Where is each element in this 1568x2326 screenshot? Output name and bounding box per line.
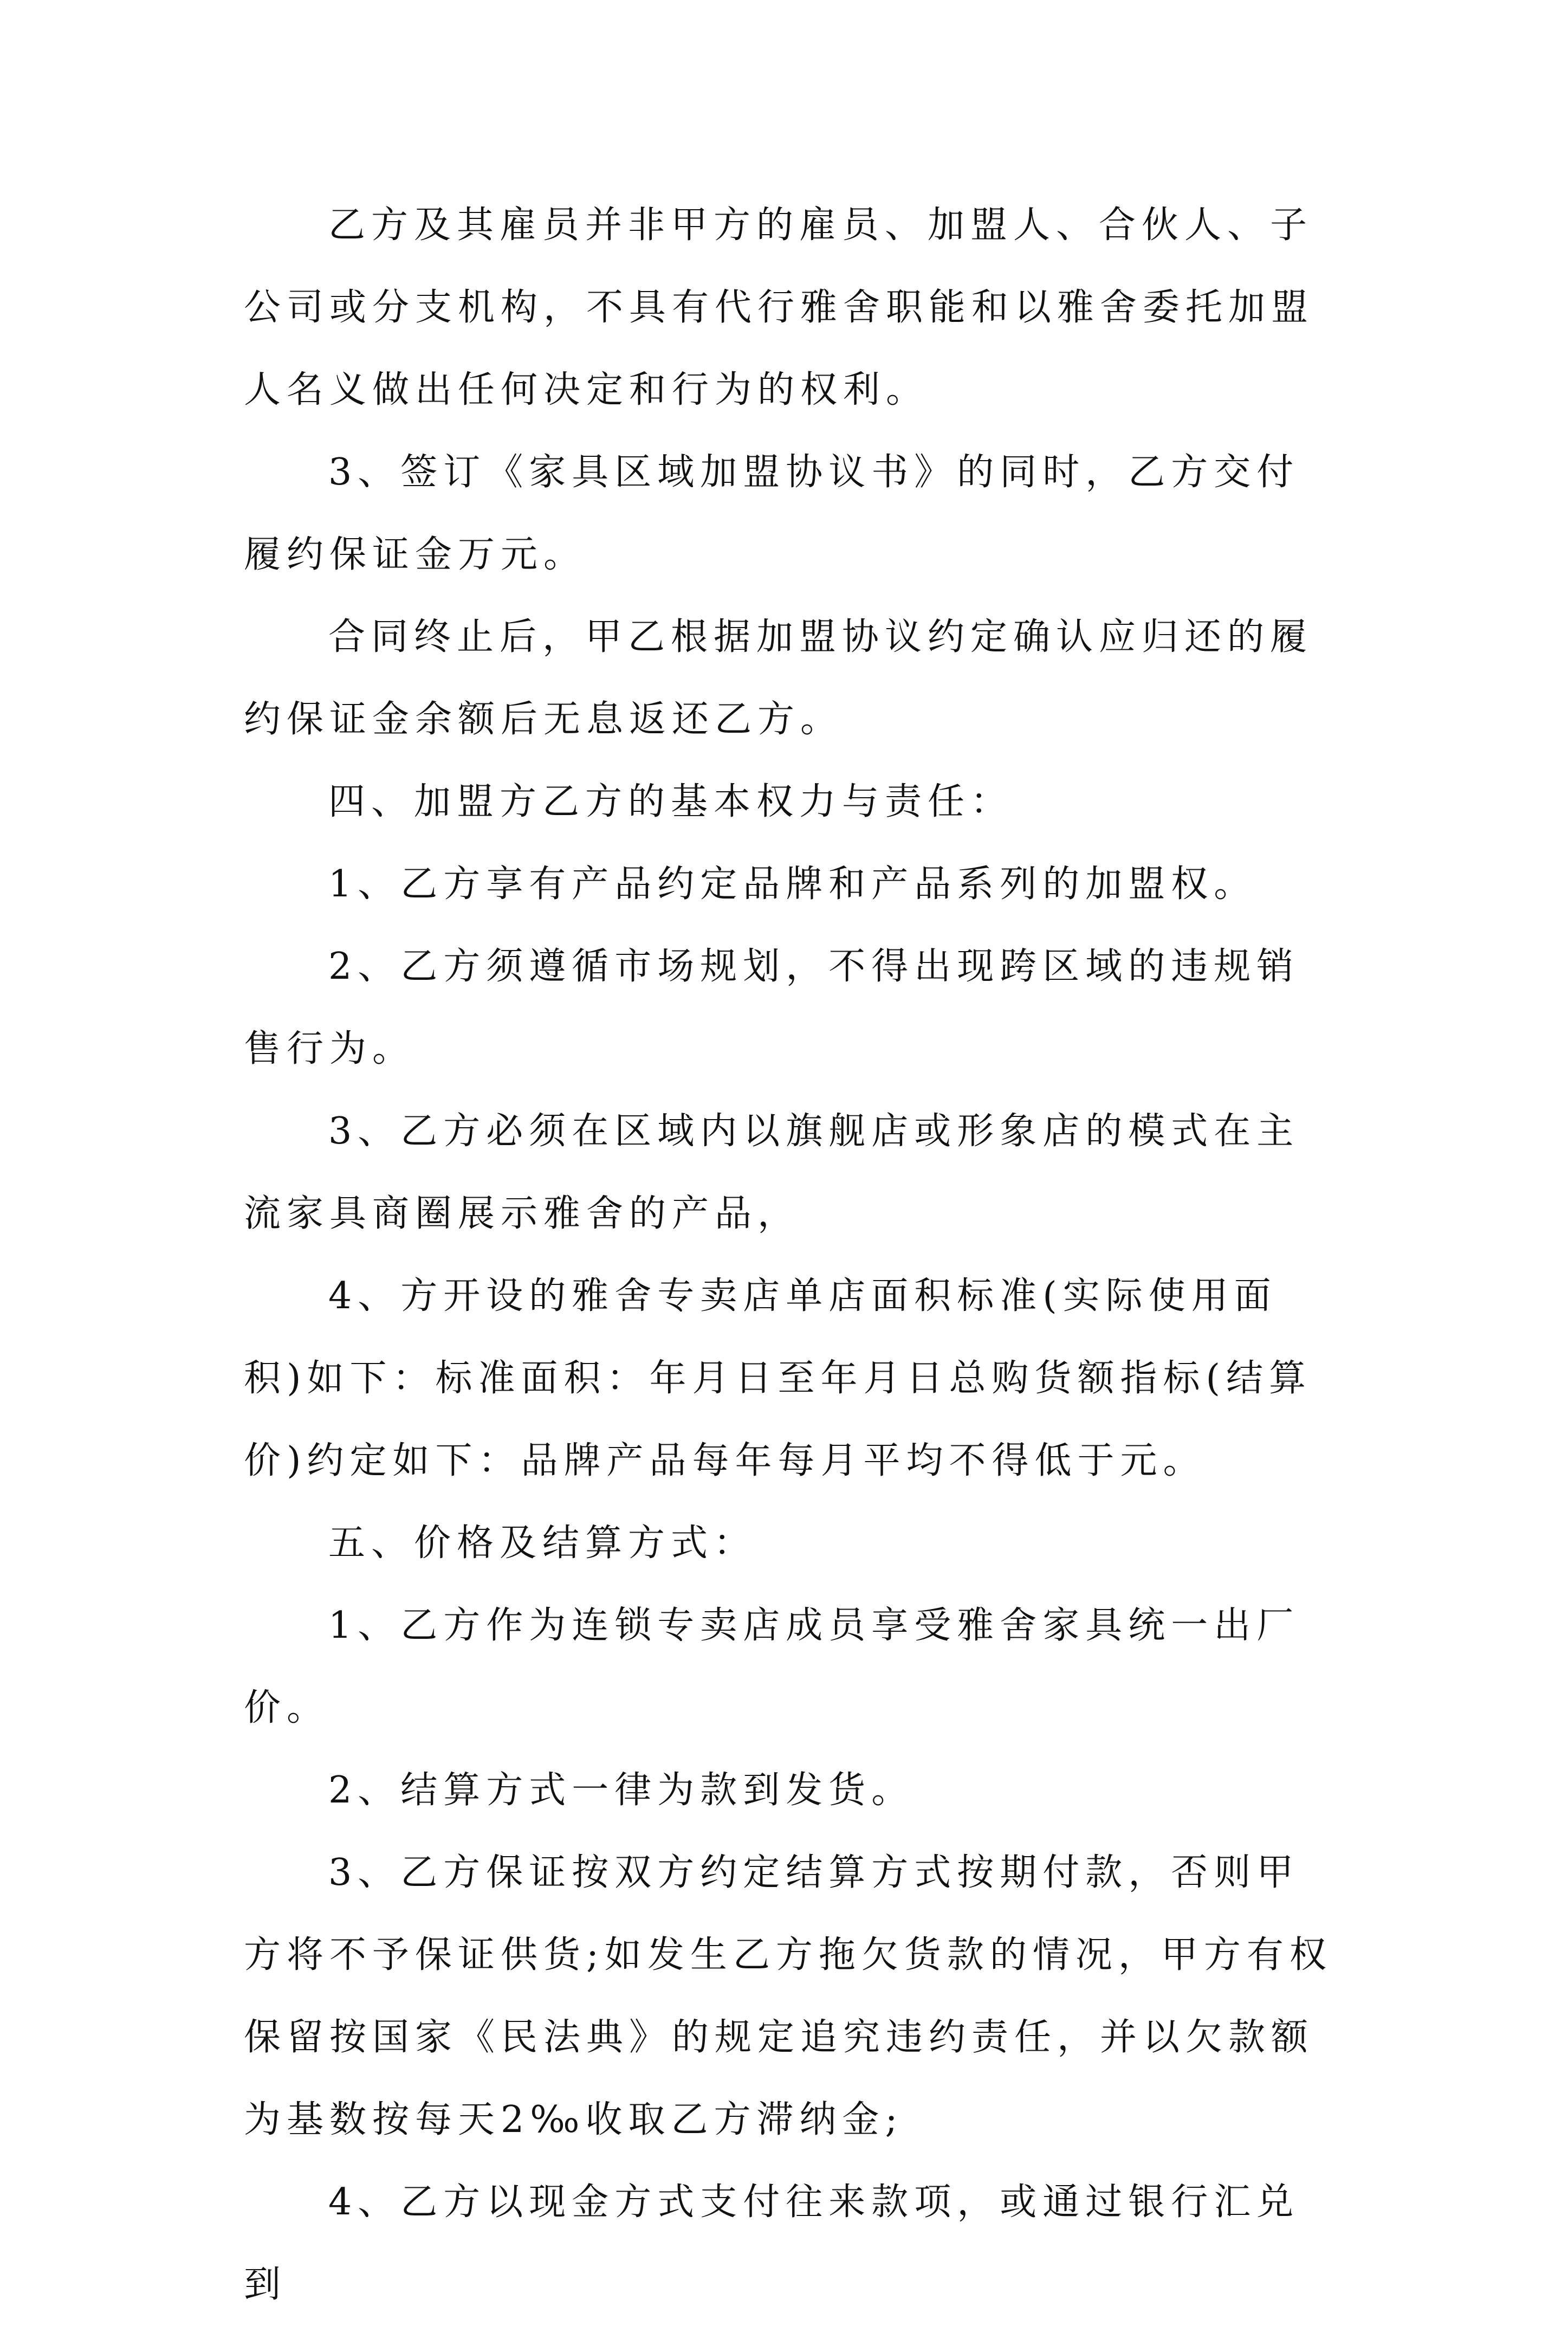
paragraph-7: 3、乙方必须在区域内以旗舰店或形象店的模式在主流家具商圈展示雅舍的产品，: [244, 1110, 1300, 1235]
paragraph-5: 1、乙方享有产品约定品牌和产品系列的加盟权。: [328, 863, 1257, 906]
paragraph-10: 1、乙方作为连锁专卖店成员享受雅舍家具统一出厂价。: [244, 1604, 1300, 1729]
section-heading-5: 五、价格及结算方式：: [328, 1522, 757, 1565]
paragraph-2: 3、签订《家具区域加盟协议书》的同时，乙方交付履约保证金万元。: [244, 451, 1300, 576]
document-body: [244, 184, 1333, 2326]
paragraph-1: 乙方及其雇员并非甲方的雇员、加盟人、合伙人、子公司或分支机构，不具有代行雅舍职能和以雅舍委托加盟人名义做出任何决定和行为的权利。: [244, 204, 1314, 411]
paragraph-12: 3、乙方保证按双方约定结算方式按期付款，否则甲方将不予保证供货;如发生乙方拖欠货款的情况，甲方有权保留按国家《民法典》的规定追究违约责任，并以欠款额为基数按每天2‰收取乙方滞纳金;: [244, 1851, 1332, 2141]
paragraph-8: 4、方开设的雅舍专卖店单店面积标准(实际使用面积)如下：标准面积：年月日至年月日总购货额指标(结算价)约定如下：品牌产品每年每月平均不得低于元。: [244, 1275, 1312, 1482]
section-heading-4: 四、加盟方乙方的基本权力与责任：: [328, 780, 1014, 823]
paragraph-13: 4、乙方以现金方式支付往来款项，或通过银行汇兑到: [244, 2181, 1300, 2306]
paragraph-6: 2、乙方须遵循市场规划，不得出现跨区域的违规销售行为。: [244, 945, 1300, 1070]
paragraph-3: 合同终止后，甲乙根据加盟协议约定确认应归还的履约保证金余额后无息返还乙方。: [244, 616, 1313, 741]
paragraph-11: 2、结算方式一律为款到发货。: [328, 1769, 915, 1812]
